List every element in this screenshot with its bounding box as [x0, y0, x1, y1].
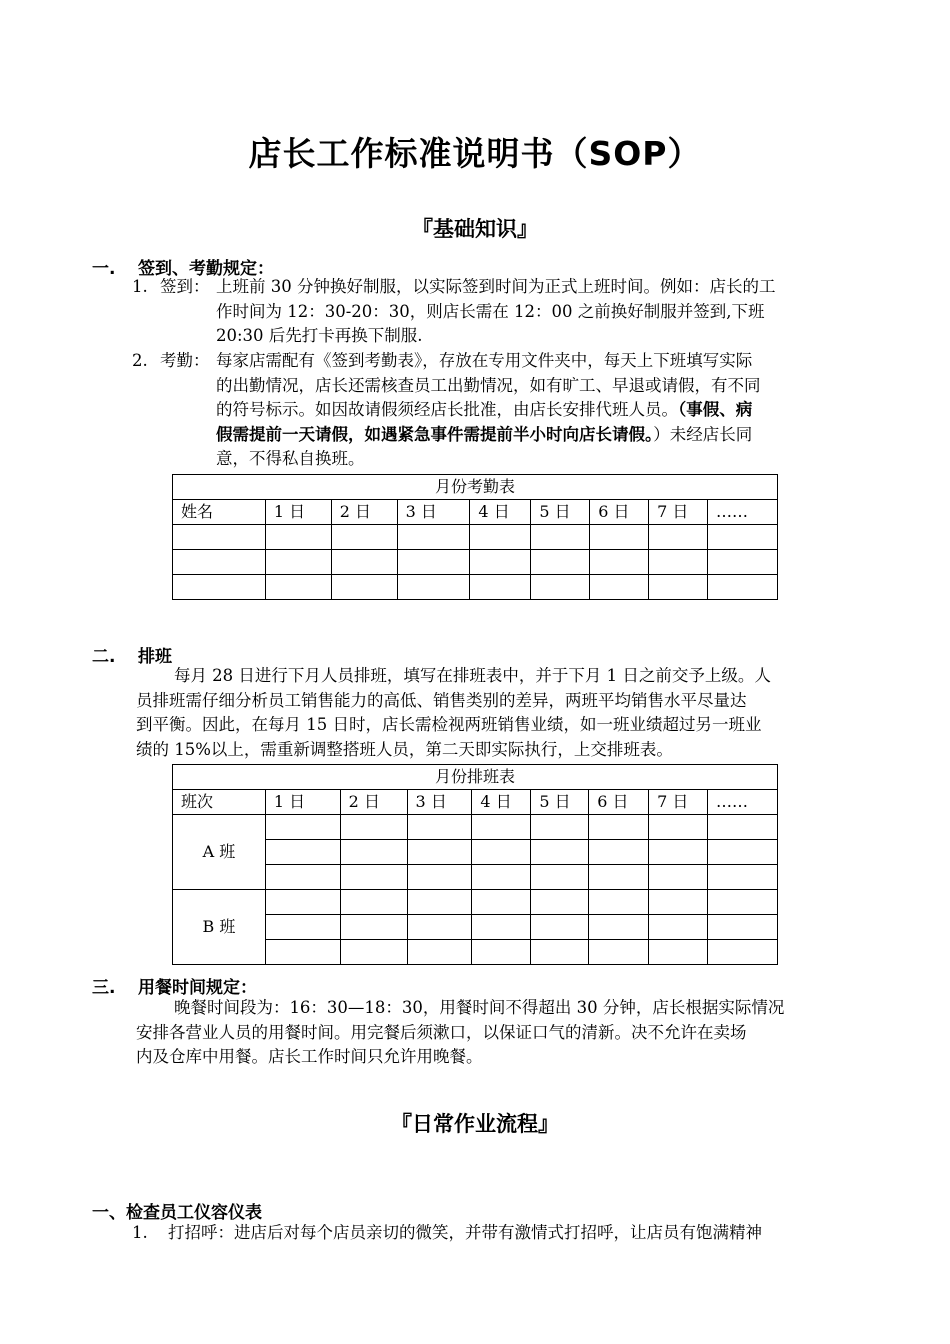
list-item [132, 1221, 862, 1247]
text-line: 意，不得私自换班。 [216, 449, 365, 468]
list-label: 考勤： [160, 351, 210, 370]
table-row [173, 815, 778, 840]
list-item [132, 275, 862, 351]
table-row [173, 890, 778, 915]
header-cell: 5 日 [531, 790, 589, 815]
text-line: 20:30 后先打卡再换下制服. [216, 326, 423, 345]
table-caption: 月份考勤表 [173, 475, 778, 500]
text-line: 每家店需配有《签到考勤表》，存放在专用文件夹中，每天上下班填写实际 [216, 351, 753, 370]
text-line [216, 398, 862, 423]
text-line: 到平衡。因此，在每月 15 日时，店长需检视两班销售业绩，如一班业绩超过另一班业 [136, 715, 762, 734]
list-marker: 1. [132, 277, 148, 296]
text-line: 的出勤情况，店长还需核查员工出勤情况，如有旷工、早退或请假，有不同 [216, 375, 761, 395]
header-cell: …… [708, 500, 778, 525]
header-cell: 班次 [173, 790, 266, 815]
header-cell: 姓名 [173, 500, 266, 525]
section-1-title: 签到、考勤规定： [138, 259, 274, 279]
header-cell: 6 日 [589, 790, 649, 815]
list-text: 打招呼：进店后对每个店员亲切的微笑，并带有激情式打招呼，让店员有饱满精神 [168, 1223, 762, 1242]
daily-heading: 『日常作业流程』 [391, 1112, 559, 1136]
header-cell: 2 日 [340, 790, 407, 815]
list-text [216, 275, 862, 349]
bold-text-span: （事假、病 [678, 400, 753, 419]
table-header-row [173, 500, 778, 525]
shift-b-label: B 班 [173, 890, 266, 965]
header-cell: 7 日 [649, 500, 708, 525]
list-marker: 2. [132, 351, 148, 370]
daily-section-1-title: 一、检查员工仪容仪表 [92, 1203, 262, 1223]
section-3-paragraph [136, 996, 862, 1070]
text-line: 晚餐时间段为：16：30—18：30，用餐时间不得超出 30 分钟，店长根据实际情况 [173, 998, 785, 1017]
section-1-number: 一. [92, 259, 116, 279]
section-2-paragraph [136, 664, 862, 762]
schedule-table [172, 764, 778, 965]
page-title: 店长工作标准说明书（SOP） [248, 134, 702, 173]
header-cell: 4 日 [470, 500, 531, 525]
text-line: 每月 28 日进行下月人员排班，填写在排班表中，并于下月 1 日之前交予上级。人 [173, 666, 771, 685]
text-span: 的符号标示。如因故请假须经店长批准，由店长安排代班人员。 [216, 400, 678, 419]
text-line: 绩的 15%以上，需重新调整搭班人员，第二天即实际执行，上交排班表。 [136, 739, 673, 759]
header-cell: 1 日 [265, 790, 340, 815]
header-cell: 4 日 [472, 790, 531, 815]
table-row [173, 575, 778, 600]
text-line: 作时间为 12：30-20：30，则店长需在 12：00 之前换好制服并签到,下班 [216, 301, 765, 321]
section-2-title: 排班 [138, 647, 172, 667]
text-line: 上班前 30 分钟换好制服，以实际签到时间为正式上班时间。例如：店长的工 [216, 277, 776, 296]
attendance-table [172, 474, 778, 600]
section-3-title: 用餐时间规定： [138, 978, 257, 998]
header-cell: 7 日 [649, 790, 708, 815]
list-marker: 1. [132, 1223, 148, 1242]
text-line: 员排班需仔细分析员工销售能力的高低、销售类别的差异，两班平均销售水平尽量达 [136, 690, 747, 710]
list-label: 签到： [160, 277, 210, 296]
header-cell: 5 日 [531, 500, 590, 525]
text-line [216, 423, 862, 448]
text-span: ）未经店长同 [653, 424, 753, 444]
text-line: 内及仓库中用餐。店长工作时间只允许用晚餐。 [136, 1047, 483, 1066]
bold-text-span: 假需提前一天请假，如遇紧急事件需提前半小时向店长请假。 [216, 424, 654, 444]
section-3-heading [92, 973, 257, 998]
header-cell: …… [708, 790, 778, 815]
section-3-number: 三. [92, 978, 116, 998]
basics-heading: 『基础知识』 [412, 217, 538, 241]
table-row [173, 550, 778, 575]
header-cell: 1 日 [265, 500, 331, 525]
header-cell: 2 日 [331, 500, 397, 525]
list-item [132, 349, 862, 473]
table-row [173, 525, 778, 550]
header-cell: 3 日 [407, 790, 472, 815]
header-cell: 6 日 [590, 500, 649, 525]
table-caption: 月份排班表 [173, 765, 778, 790]
list-text [216, 349, 862, 472]
shift-a-label: A 班 [173, 815, 266, 890]
table-header-row [173, 790, 778, 815]
text-line: 安排各营业人员的用餐时间。用完餐后须漱口，以保证口气的清新。决不允许在卖场 [136, 1022, 747, 1042]
header-cell: 3 日 [397, 500, 470, 525]
section-2-number: 二. [92, 647, 116, 667]
